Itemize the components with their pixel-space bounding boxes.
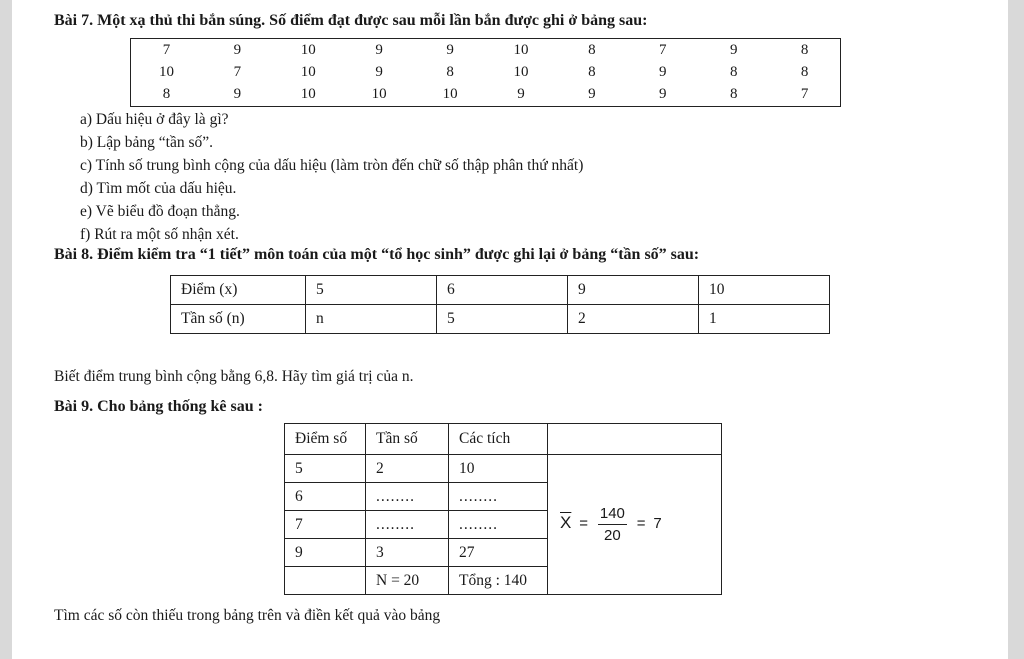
bai7-question-f: f) Rút ra một số nhận xét. (80, 226, 239, 243)
table-cell: 9 (517, 86, 525, 103)
bai9-instruction: Tìm các số còn thiếu trong bảng trên và điền kết quả vào bảng (54, 607, 441, 624)
table-cell: 10 (371, 86, 387, 103)
equals-sign: = (579, 515, 588, 533)
mean-formula-cell (548, 455, 722, 595)
bai7-question-c: c) Tính số trung bình cộng của dấu hiệu (làm tròn đến chữ số thập phân thứ nhất) (80, 157, 584, 174)
table-cell: 9 (568, 276, 699, 305)
table-cell: 10 (300, 63, 316, 80)
table-cell: 9 (659, 63, 667, 80)
table-cell: 27 (449, 539, 548, 567)
table-cell: 9 (375, 41, 383, 58)
table-cell (285, 567, 366, 595)
table-cell: 8 (729, 63, 738, 80)
table-cell: 10 (158, 63, 174, 80)
bai7-question-b: b) Lập bảng “tần số”. (80, 134, 213, 151)
table-cell: 10 (699, 276, 830, 305)
table-cell: 1 (699, 305, 830, 334)
table-row (171, 276, 830, 305)
table-cell: 7 (233, 63, 242, 80)
table-row (131, 84, 840, 106)
table-cell: 10 (513, 63, 529, 80)
table-cell: 8 (588, 41, 596, 58)
table-cell (548, 424, 722, 455)
bai7-heading: Bài 7. Một xạ thủ thi bắn súng. Số điểm đạt được sau mỗi lần bắn được ghi ở bảng sau: (54, 12, 648, 29)
table-cell: ........ (366, 511, 449, 539)
table-row (131, 61, 840, 83)
bai8-note: Biết điểm trung bình cộng bằng 6,8. Hãy tìm giá trị của n. (54, 368, 414, 385)
table-cell: 8 (800, 63, 809, 80)
table-cell: 10 (300, 86, 316, 103)
table-cell: 6 (285, 483, 366, 511)
table-row (171, 305, 830, 334)
table-row (285, 455, 722, 483)
table-cell: 9 (233, 86, 242, 103)
table-cell: ........ (366, 483, 449, 511)
table-cell: Tần số (n) (171, 305, 306, 334)
table-cell: 9 (659, 86, 667, 103)
table-cell: n (306, 305, 437, 334)
mean-symbol: $\overline{X}$ (560, 513, 572, 533)
table-cell: 8 (729, 86, 738, 103)
equals-sign: = (636, 515, 646, 533)
table-cell: 9 (446, 41, 454, 58)
table-cell: 7 (162, 41, 171, 58)
table-cell: 9 (285, 539, 366, 567)
table-cell: 10 (513, 41, 529, 58)
bai7-question-d: d) Tìm mốt của dấu hiệu. (80, 180, 237, 197)
mean-result: 7 (653, 515, 662, 533)
table-cell: ........ (449, 483, 548, 511)
table-cell: 5 (285, 455, 366, 483)
bai9-heading: Bài 9. Cho bảng thống kê sau : (54, 398, 263, 415)
bai8-frequency-table (170, 275, 830, 334)
table-cell: 2 (366, 455, 449, 483)
bai8-heading: Bài 8. Điểm kiểm tra “1 tiết” môn toán của một “tổ học sinh” được ghi lại ở bảng “tần số” sau: (54, 246, 700, 263)
table-cell: 7 (800, 86, 809, 103)
table-cell: 9 (729, 41, 738, 58)
bai7-question-e: e) Vẽ biểu đồ đoạn thẳng. (80, 203, 240, 220)
table-cell: 10 (449, 455, 548, 483)
table-cell: 10 (442, 86, 458, 103)
table-cell: 7 (285, 511, 366, 539)
table-row (131, 39, 840, 61)
table-cell: 5 (437, 305, 568, 334)
table-cell: 8 (162, 86, 171, 103)
table-cell: ........ (449, 511, 548, 539)
fraction-numerator: 140 (598, 505, 627, 525)
table-cell: 3 (366, 539, 449, 567)
fraction-denominator: 20 (604, 527, 621, 544)
table-cell: Các tích (449, 424, 548, 455)
document-page (12, 0, 1008, 659)
table-cell: 6 (437, 276, 568, 305)
table-row (285, 424, 722, 455)
table-cell: 8 (588, 63, 596, 80)
table-cell: 8 (800, 41, 809, 58)
table-cell: Điểm số (285, 424, 366, 455)
table-cell: Điểm (x) (171, 276, 306, 305)
table-cell: Tổng : 140 (449, 567, 548, 595)
table-cell: 10 (300, 41, 316, 58)
table-cell: 2 (568, 305, 699, 334)
bai9-statistics-table (284, 423, 722, 595)
table-cell: 9 (375, 63, 383, 80)
table-cell: N = 20 (366, 567, 449, 595)
table-cell: 7 (659, 41, 667, 58)
table-cell: 5 (306, 276, 437, 305)
table-cell: 9 (588, 86, 596, 103)
bai7-question-a: a) Dấu hiệu ở đây là gì? (80, 111, 229, 128)
table-cell: 8 (446, 63, 454, 80)
table-cell: 9 (233, 41, 242, 58)
table-cell: Tần số (366, 424, 449, 455)
bai7-score-table (130, 38, 841, 107)
fraction (598, 505, 627, 544)
